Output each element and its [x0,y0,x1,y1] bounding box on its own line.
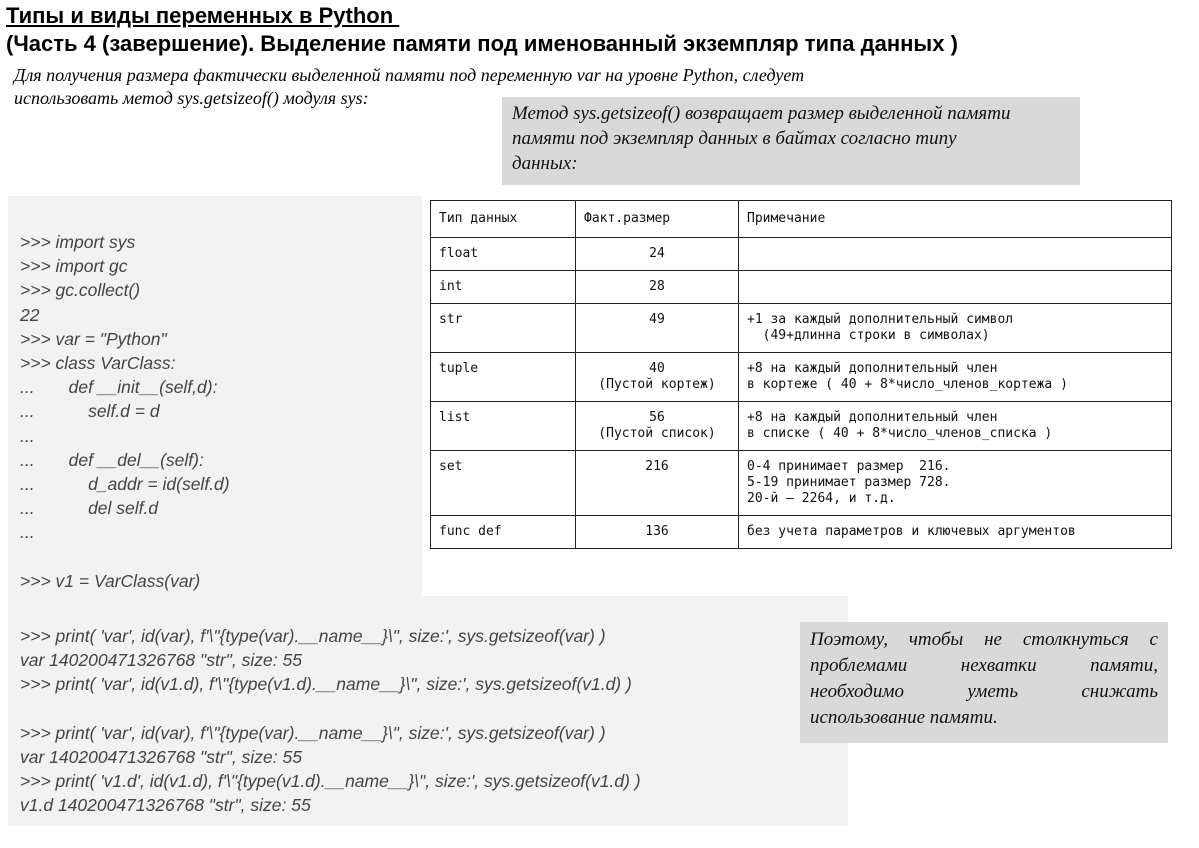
code-line: >>> class VarClass: [20,352,176,373]
code-line: ... [20,522,35,543]
print-line: >>> print( 'var', id(var), f'\"{type(var).__name__}\", size:', sys.getsizeof(var) ) [20,626,606,646]
getsizeof-note [502,97,1080,185]
code-line: >>> v1 = VarClass(var) [20,570,201,591]
header-size: Факт.размер [576,201,739,238]
cell-size: 24 [576,238,739,271]
print-line [20,697,641,721]
note-line-3: данных: [512,153,578,174]
cell-type: int [431,271,576,304]
table-row [431,353,1172,402]
cell-note: +8 на каждый дополнительный член в списке ( 40 + 8*число_членов_списка ) [739,402,1172,451]
code-line: >>> var = "Python" [20,328,167,349]
note-line-2: памяти под экземпляр данных в байтах согласно типу [512,128,957,149]
page-title: Типы и виды переменных в Python [6,3,400,28]
note-line-1: Метод sys.getsizeof() возвращает размер выделенной памяти [512,103,1011,124]
cell-type: set [431,451,576,516]
cell-note: 0-4 принимает размер 216. 5-19 принимает размер 728. 20-й – 2264, и т.д. [739,451,1172,516]
table-row [431,516,1172,549]
cell-note [739,271,1172,304]
cell-note: +1 за каждый дополнительный символ (49+длинна строки в символах) [739,304,1172,353]
table-row [431,304,1172,353]
code-listing [20,230,230,593]
cell-size: 40 (Пустой кортеж) [576,353,739,402]
intro-line-2: использовать метод sys.getsizeof() модуля sys: [14,88,369,108]
table-row [431,238,1172,271]
code-line: ... self.d = d [20,401,160,422]
code-line: ... def __del__(self): [20,449,204,470]
print-output-listing [20,624,641,818]
cell-size: 136 [576,516,739,549]
print-line: >>> print( 'v1.d', id(v1.d), f'\"{type(v1.d).__name__}\", size:', sys.getsizeof(v1.d) ) [20,771,641,792]
code-line: ... del self.d [20,498,159,519]
code-line: ... def __init__(self,d): [20,377,218,398]
code-line: >>> gc.collect() [20,280,141,301]
cell-type: tuple [431,353,576,402]
cell-size: 216 [576,451,739,516]
print-line: v1.d 140200471326768 "str", size: 55 [20,795,311,816]
table-row [431,451,1172,516]
cell-type: func def [431,516,576,549]
summary-note: Поэтому, чтобы не столкнуться с проблемами нехватки памяти, необходимо уметь снижать использование памяти. [800,622,1168,743]
cell-size: 56 (Пустой список) [576,402,739,451]
size-table [430,200,1172,549]
size-table-container [422,196,1190,596]
code-line [20,544,230,568]
table-row [431,271,1172,304]
cell-note [739,238,1172,271]
print-line: >>> print( 'var', id(var), f'\"{type(var).__name__}\", size:', sys.getsizeof(var) ) [20,722,606,743]
header-note: Примечание [739,201,1172,238]
code-line: >>> import gc [20,256,128,277]
code-line: >>> import sys [20,232,136,252]
print-line: var 140200471326768 "str", size: 55 [20,746,302,767]
cell-size: 28 [576,271,739,304]
print-line: >>> print( 'var', id(v1.d), f'\"{type(v1.d).__name__}\", size:', sys.getsizeof(v1.d) ) [20,674,632,695]
cell-note: +8 на каждый дополнительный член в кортеже ( 40 + 8*число_членов_кортежа ) [739,353,1172,402]
print-line: var 140200471326768 "str", size: 55 [20,650,302,671]
code-line: ... [20,425,35,446]
cell-type: str [431,304,576,353]
table-header-row [431,201,1172,238]
cell-note: без учета параметров и ключевых аргументов [739,516,1172,549]
cell-type: list [431,402,576,451]
code-line: ... d_addr = id(self.d) [20,473,230,494]
cell-type: float [431,238,576,271]
table-row [431,402,1172,451]
intro-line-1: Для получения размера фактически выделенной памяти под переменную var на уровне Python, следует [14,65,805,85]
header-type: Тип данных [431,201,576,238]
code-line: 22 [20,304,40,325]
page-subtitle: (Часть 4 (завершение). Выделение памяти под именованный экземпляр типа данных ) [6,31,958,56]
cell-size: 49 [576,304,739,353]
